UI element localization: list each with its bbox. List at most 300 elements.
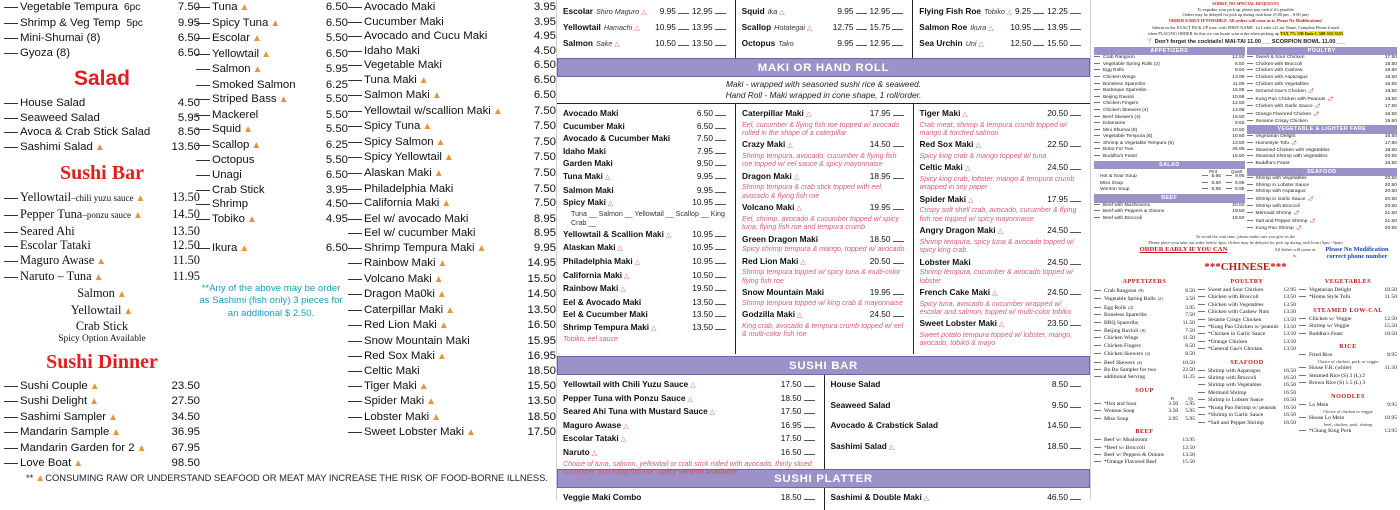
order-blank[interactable]: [1094, 102, 1100, 103]
chinese-item[interactable]: [1299, 316, 1397, 323]
order-blank[interactable]: [1247, 120, 1253, 121]
order-blank[interactable]: [1070, 115, 1081, 116]
list-item[interactable]: [196, 153, 348, 168]
sashimi-row[interactable]: [742, 20, 907, 36]
checkbox-blank[interactable]: [4, 417, 18, 418]
checkbox-blank[interactable]: [348, 22, 362, 23]
maki-entry[interactable]: [831, 441, 1085, 454]
checkbox-blank[interactable]: [4, 132, 18, 133]
checkbox-blank[interactable]: [4, 232, 18, 233]
list-item[interactable]: [348, 58, 556, 73]
list-item[interactable]: [4, 140, 200, 156]
order-blank[interactable]: [1198, 399, 1205, 400]
order-blank[interactable]: [1094, 89, 1100, 90]
checkbox-blank[interactable]: [4, 448, 18, 449]
chinese-item[interactable]: [1299, 352, 1397, 359]
checkbox-blank[interactable]: [196, 248, 210, 249]
chinese-item[interactable]: [1299, 415, 1397, 422]
list-item[interactable]: [348, 196, 556, 212]
chinese-item[interactable]: [1299, 331, 1397, 338]
order-blank[interactable]: [1094, 63, 1100, 64]
chinese-item[interactable]: [1094, 174, 1245, 181]
order-blank[interactable]: [1094, 204, 1100, 205]
chinese-item[interactable]: [1094, 320, 1195, 327]
order-blank[interactable]: [1247, 69, 1253, 70]
order-blank[interactable]: [1070, 325, 1081, 326]
order-blank[interactable]: [1198, 319, 1205, 320]
order-blank[interactable]: [1094, 129, 1100, 130]
order-blank[interactable]: [1198, 407, 1205, 408]
chinese-item[interactable]: [1198, 324, 1296, 331]
list-item[interactable]: [348, 287, 556, 303]
chinese-item[interactable]: [1198, 302, 1296, 309]
chinese-item[interactable]: [1094, 287, 1195, 295]
chinese-item[interactable]: [1198, 294, 1296, 301]
maki-entry[interactable]: [563, 393, 818, 406]
checkbox-blank[interactable]: [4, 103, 18, 104]
chinese-item[interactable]: [1247, 140, 1398, 148]
checkbox-blank[interactable]: [348, 65, 362, 66]
chinese-item[interactable]: [1198, 420, 1296, 427]
list-item[interactable]: [196, 16, 348, 32]
checkbox-blank[interactable]: [348, 219, 362, 220]
order-blank[interactable]: [1094, 290, 1101, 291]
checkbox-blank[interactable]: [4, 463, 18, 464]
maki-entry[interactable]: [563, 185, 729, 197]
checkbox-blank[interactable]: [348, 36, 362, 37]
chinese-item[interactable]: [1198, 317, 1296, 324]
maki-entry[interactable]: [831, 420, 1085, 432]
chinese-item[interactable]: [1247, 75, 1398, 82]
order-blank[interactable]: [1299, 318, 1306, 319]
chinese-item[interactable]: [1094, 350, 1195, 358]
checkbox-blank[interactable]: [4, 386, 18, 387]
checkbox-blank[interactable]: [196, 115, 210, 116]
chinese-item[interactable]: [1198, 331, 1296, 338]
list-item[interactable]: [348, 334, 556, 349]
chinese-item[interactable]: [1094, 108, 1245, 115]
maki-entry[interactable]: [563, 447, 818, 476]
order-blank[interactable]: [804, 440, 815, 441]
chinese-item[interactable]: [1198, 375, 1296, 382]
order-blank[interactable]: [1094, 122, 1100, 123]
order-blank[interactable]: [1202, 175, 1208, 176]
list-item[interactable]: [348, 135, 556, 151]
maki-entry[interactable]: [563, 420, 818, 433]
checkbox-blank[interactable]: [196, 38, 210, 39]
chinese-item[interactable]: [1299, 428, 1397, 435]
order-blank[interactable]: [893, 241, 904, 242]
order-blank[interactable]: [1247, 105, 1253, 106]
order-blank[interactable]: [715, 29, 726, 30]
order-blank[interactable]: [1070, 264, 1081, 265]
list-item[interactable]: [348, 425, 556, 441]
chinese-item[interactable]: [1094, 295, 1195, 303]
list-item[interactable]: [348, 226, 556, 241]
chinese-item[interactable]: [1094, 343, 1195, 350]
checkbox-blank[interactable]: [196, 85, 210, 86]
checkbox-blank[interactable]: [348, 341, 362, 342]
order-blank[interactable]: [1247, 190, 1253, 191]
chinese-item[interactable]: [1198, 368, 1296, 375]
order-blank[interactable]: [715, 304, 726, 305]
checkbox-blank[interactable]: [4, 261, 18, 262]
order-blank[interactable]: [1094, 116, 1100, 117]
chinese-item[interactable]: [1094, 335, 1195, 342]
order-blank[interactable]: [1094, 314, 1101, 315]
list-item[interactable]: [348, 241, 556, 257]
list-item[interactable]: [4, 425, 200, 441]
maki-entry[interactable]: [920, 257, 1084, 285]
order-blank[interactable]: [1070, 169, 1081, 170]
maki-entry[interactable]: [920, 318, 1084, 347]
checkbox-blank[interactable]: [196, 99, 210, 100]
order-blank[interactable]: [1070, 29, 1081, 30]
maki-entry[interactable]: [563, 171, 729, 184]
chinese-item[interactable]: [1247, 134, 1398, 141]
checkbox-blank[interactable]: [348, 126, 362, 127]
checkbox-blank[interactable]: [4, 147, 18, 148]
list-item[interactable]: [348, 394, 556, 410]
order-blank[interactable]: [1094, 135, 1100, 136]
order-blank[interactable]: [1094, 142, 1100, 143]
list-item[interactable]: [196, 62, 348, 78]
order-blank[interactable]: [1094, 210, 1100, 211]
list-item[interactable]: [4, 253, 200, 270]
maki-entry[interactable]: [920, 108, 1084, 137]
order-blank[interactable]: [1094, 69, 1100, 70]
chinese-item[interactable]: [1198, 382, 1296, 389]
order-blank[interactable]: [1094, 376, 1101, 377]
order-blank[interactable]: [1198, 348, 1205, 349]
order-blank[interactable]: [1299, 382, 1306, 383]
checkbox-blank[interactable]: [348, 417, 362, 418]
list-item[interactable]: [4, 46, 200, 61]
checkbox-blank[interactable]: [348, 7, 362, 8]
chinese-item[interactable]: [1247, 225, 1398, 233]
list-item[interactable]: [348, 29, 556, 44]
list-item[interactable]: [348, 119, 556, 135]
order-blank[interactable]: [1094, 322, 1101, 323]
checkbox-blank[interactable]: [196, 69, 210, 70]
chinese-item[interactable]: [1094, 209, 1245, 216]
chinese-item[interactable]: [1299, 402, 1397, 409]
list-item[interactable]: [4, 16, 200, 32]
chinese-item[interactable]: [1094, 55, 1245, 62]
chinese-item[interactable]: [1299, 323, 1397, 330]
order-blank[interactable]: [715, 165, 726, 166]
order-blank[interactable]: [1299, 430, 1306, 431]
checkbox-blank[interactable]: [348, 80, 362, 81]
order-blank[interactable]: [892, 45, 903, 46]
sashimi-row[interactable]: [919, 4, 1084, 20]
checkbox-blank[interactable]: [4, 118, 18, 119]
checkbox-blank[interactable]: [348, 371, 362, 372]
maki-entry[interactable]: [831, 400, 1085, 412]
checkbox-blank[interactable]: [196, 204, 210, 205]
chinese-item[interactable]: [1094, 134, 1245, 141]
list-item[interactable]: [4, 0, 200, 16]
list-item[interactable]: [4, 456, 200, 472]
order-blank[interactable]: [856, 29, 867, 30]
maki-entry[interactable]: [742, 108, 906, 137]
list-item[interactable]: [348, 410, 556, 426]
order-blank[interactable]: [1094, 307, 1101, 308]
chinese-item[interactable]: [1094, 88, 1245, 95]
chinese-item[interactable]: [1094, 401, 1195, 408]
sashimi-row[interactable]: [919, 36, 1084, 52]
order-blank[interactable]: [1299, 354, 1306, 355]
list-item[interactable]: [196, 108, 348, 123]
order-blank[interactable]: [1094, 148, 1100, 149]
list-item[interactable]: [348, 88, 556, 104]
list-item[interactable]: [196, 138, 348, 154]
order-blank[interactable]: [1299, 333, 1306, 334]
chinese-item[interactable]: [1198, 405, 1296, 412]
order-blank[interactable]: [1299, 417, 1306, 418]
list-item[interactable]: [196, 31, 348, 47]
maki-entry[interactable]: [742, 234, 906, 254]
order-blank[interactable]: [1198, 311, 1205, 312]
list-item[interactable]: [348, 73, 556, 89]
checkbox-blank[interactable]: [196, 219, 210, 220]
checkbox-blank[interactable]: [348, 51, 362, 52]
checkbox-blank[interactable]: [4, 432, 18, 433]
checkbox-blank[interactable]: [4, 401, 18, 402]
order-blank[interactable]: [1299, 289, 1306, 290]
maki-entry[interactable]: [563, 433, 818, 446]
order-blank[interactable]: [715, 192, 726, 193]
chinese-item[interactable]: [1198, 287, 1296, 294]
list-item[interactable]: [348, 212, 556, 227]
order-blank[interactable]: [1247, 184, 1253, 185]
order-blank[interactable]: [1198, 333, 1205, 334]
chinese-item[interactable]: [1094, 327, 1195, 335]
maki-entry[interactable]: [563, 322, 729, 343]
order-blank[interactable]: [893, 146, 904, 147]
order-blank[interactable]: [1247, 56, 1253, 57]
order-blank[interactable]: [1247, 76, 1253, 77]
sashimi-row[interactable]: [742, 36, 907, 51]
chinese-item[interactable]: [1198, 397, 1296, 404]
checkbox-blank[interactable]: [4, 7, 18, 8]
order-blank[interactable]: [1198, 304, 1205, 305]
order-blank[interactable]: [1247, 205, 1253, 206]
order-blank[interactable]: [1198, 326, 1205, 327]
order-blank[interactable]: [678, 45, 689, 46]
chinese-item[interactable]: [1094, 101, 1245, 108]
order-blank[interactable]: [1094, 353, 1101, 354]
chinese-item[interactable]: [1247, 103, 1398, 111]
order-blank[interactable]: [1070, 146, 1081, 147]
list-item[interactable]: [348, 364, 556, 379]
checkbox-blank[interactable]: [348, 248, 362, 249]
order-blank[interactable]: [1226, 175, 1232, 176]
list-item[interactable]: [4, 31, 200, 46]
order-blank[interactable]: [856, 45, 867, 46]
order-blank[interactable]: [1247, 63, 1253, 64]
list-item[interactable]: [4, 269, 200, 286]
order-blank[interactable]: [1198, 422, 1205, 423]
order-blank[interactable]: [1202, 182, 1208, 183]
chinese-item[interactable]: [1094, 216, 1245, 223]
order-blank[interactable]: [1033, 45, 1044, 46]
maki-entry[interactable]: [831, 492, 1085, 505]
chinese-item[interactable]: [1094, 416, 1195, 423]
chinese-item[interactable]: [1094, 437, 1195, 444]
list-item[interactable]: [348, 166, 556, 182]
list-item[interactable]: [4, 207, 200, 224]
checkbox-blank[interactable]: [196, 160, 210, 161]
order-blank[interactable]: [1247, 162, 1253, 163]
checkbox-blank[interactable]: [348, 310, 362, 311]
maki-entry[interactable]: [563, 197, 729, 228]
list-item[interactable]: [196, 92, 348, 108]
maki-entry[interactable]: [563, 309, 729, 321]
list-item[interactable]: [4, 410, 200, 426]
order-blank[interactable]: [893, 209, 904, 210]
chinese-item[interactable]: [1094, 75, 1245, 82]
order-blank[interactable]: [1299, 296, 1306, 297]
list-item[interactable]: [348, 104, 556, 120]
order-blank[interactable]: [1299, 325, 1306, 326]
maki-entry[interactable]: [742, 202, 906, 231]
order-blank[interactable]: [1094, 155, 1100, 156]
chinese-item[interactable]: [1198, 346, 1296, 353]
order-blank[interactable]: [892, 13, 903, 14]
order-blank[interactable]: [1247, 149, 1253, 150]
list-item[interactable]: [4, 96, 200, 111]
chinese-item[interactable]: [1247, 111, 1398, 119]
checkbox-blank[interactable]: [348, 233, 362, 234]
list-item[interactable]: [196, 197, 348, 212]
maki-entry[interactable]: [563, 379, 818, 392]
order-blank[interactable]: [715, 277, 726, 278]
chinese-item[interactable]: [1094, 154, 1245, 161]
order-blank[interactable]: [893, 115, 904, 116]
order-blank[interactable]: [1094, 461, 1101, 462]
order-blank[interactable]: [1094, 447, 1101, 448]
order-blank[interactable]: [1226, 188, 1232, 189]
chinese-item[interactable]: [1247, 55, 1398, 62]
order-blank[interactable]: [1198, 370, 1205, 371]
order-blank[interactable]: [1198, 414, 1205, 415]
list-item[interactable]: [348, 182, 556, 197]
order-blank[interactable]: [1299, 404, 1306, 405]
maki-entry[interactable]: [563, 256, 729, 269]
sashimi-row[interactable]: [563, 20, 729, 36]
order-blank[interactable]: [1070, 386, 1081, 387]
checkbox-blank[interactable]: [348, 432, 362, 433]
checkbox-blank[interactable]: [348, 325, 362, 326]
list-item[interactable]: [348, 150, 556, 166]
order-blank[interactable]: [1226, 182, 1232, 183]
order-blank[interactable]: [715, 204, 726, 205]
list-item[interactable]: [348, 15, 556, 30]
order-blank[interactable]: [1202, 188, 1208, 189]
chinese-item[interactable]: [1198, 339, 1296, 346]
order-blank[interactable]: [1070, 427, 1081, 428]
list-item[interactable]: [196, 212, 348, 228]
order-blank[interactable]: [715, 115, 726, 116]
order-blank[interactable]: [715, 13, 726, 14]
maki-entry[interactable]: [920, 162, 1084, 191]
order-blank[interactable]: [1070, 201, 1081, 202]
order-blank[interactable]: [1070, 13, 1081, 14]
maki-entry[interactable]: [563, 146, 729, 158]
maki-entry[interactable]: [920, 287, 1084, 316]
order-blank[interactable]: [1094, 454, 1101, 455]
order-blank[interactable]: [1198, 289, 1205, 290]
order-blank[interactable]: [715, 329, 726, 330]
order-blank[interactable]: [1070, 407, 1081, 408]
checkbox-blank[interactable]: [348, 189, 362, 190]
maki-entry[interactable]: [920, 225, 1084, 254]
checkbox-blank[interactable]: [196, 175, 210, 176]
sashimi-row[interactable]: [742, 4, 907, 20]
chinese-item[interactable]: [1299, 380, 1397, 387]
checkbox-blank[interactable]: [4, 23, 18, 24]
order-blank[interactable]: [715, 236, 726, 237]
chinese-item[interactable]: [1094, 304, 1195, 312]
order-blank[interactable]: [1070, 45, 1081, 46]
order-blank[interactable]: [804, 400, 815, 401]
chinese-item[interactable]: [1247, 189, 1398, 196]
maki-entry[interactable]: [742, 287, 906, 307]
list-item[interactable]: [348, 0, 556, 15]
list-item[interactable]: [4, 111, 200, 126]
order-blank[interactable]: [715, 263, 726, 264]
chinese-item[interactable]: [1198, 412, 1296, 419]
checkbox-blank[interactable]: [196, 54, 210, 55]
checkbox-blank[interactable]: [348, 203, 362, 204]
chinese-item[interactable]: [1198, 390, 1296, 397]
order-blank[interactable]: [1247, 220, 1253, 221]
chinese-item[interactable]: [1247, 176, 1398, 183]
checkbox-blank[interactable]: [348, 279, 362, 280]
order-blank[interactable]: [1094, 337, 1101, 338]
list-item[interactable]: [196, 0, 348, 16]
checkbox-blank[interactable]: [4, 38, 18, 39]
checkbox-blank[interactable]: [348, 401, 362, 402]
order-blank[interactable]: [1094, 410, 1101, 411]
order-blank[interactable]: [1198, 377, 1205, 378]
list-item[interactable]: [348, 379, 556, 395]
list-item[interactable]: [196, 122, 348, 138]
chinese-item[interactable]: [1094, 68, 1245, 75]
order-blank[interactable]: [1094, 83, 1100, 84]
chinese-item[interactable]: [1094, 359, 1195, 367]
order-blank[interactable]: [804, 454, 815, 455]
checkbox-blank[interactable]: [196, 7, 210, 8]
checkbox-blank[interactable]: [4, 246, 18, 247]
checkbox-blank[interactable]: [348, 386, 362, 387]
order-blank[interactable]: [715, 316, 726, 317]
checkbox-blank[interactable]: [196, 190, 210, 191]
checkbox-blank[interactable]: [348, 173, 362, 174]
order-blank[interactable]: [1094, 369, 1101, 370]
order-blank[interactable]: [1247, 198, 1253, 199]
chinese-item[interactable]: [1094, 312, 1195, 319]
spicy-maki-options[interactable]: Tuna __ Salmon __ Yellowtail __ Scallop __ King Crab __: [571, 209, 725, 227]
list-item[interactable]: [4, 441, 200, 457]
checkbox-blank[interactable]: [348, 142, 362, 143]
list-item[interactable]: [4, 190, 200, 207]
checkbox-blank[interactable]: [348, 111, 362, 112]
order-blank[interactable]: [715, 45, 726, 46]
order-blank[interactable]: [715, 249, 726, 250]
maki-entry[interactable]: [563, 283, 729, 296]
